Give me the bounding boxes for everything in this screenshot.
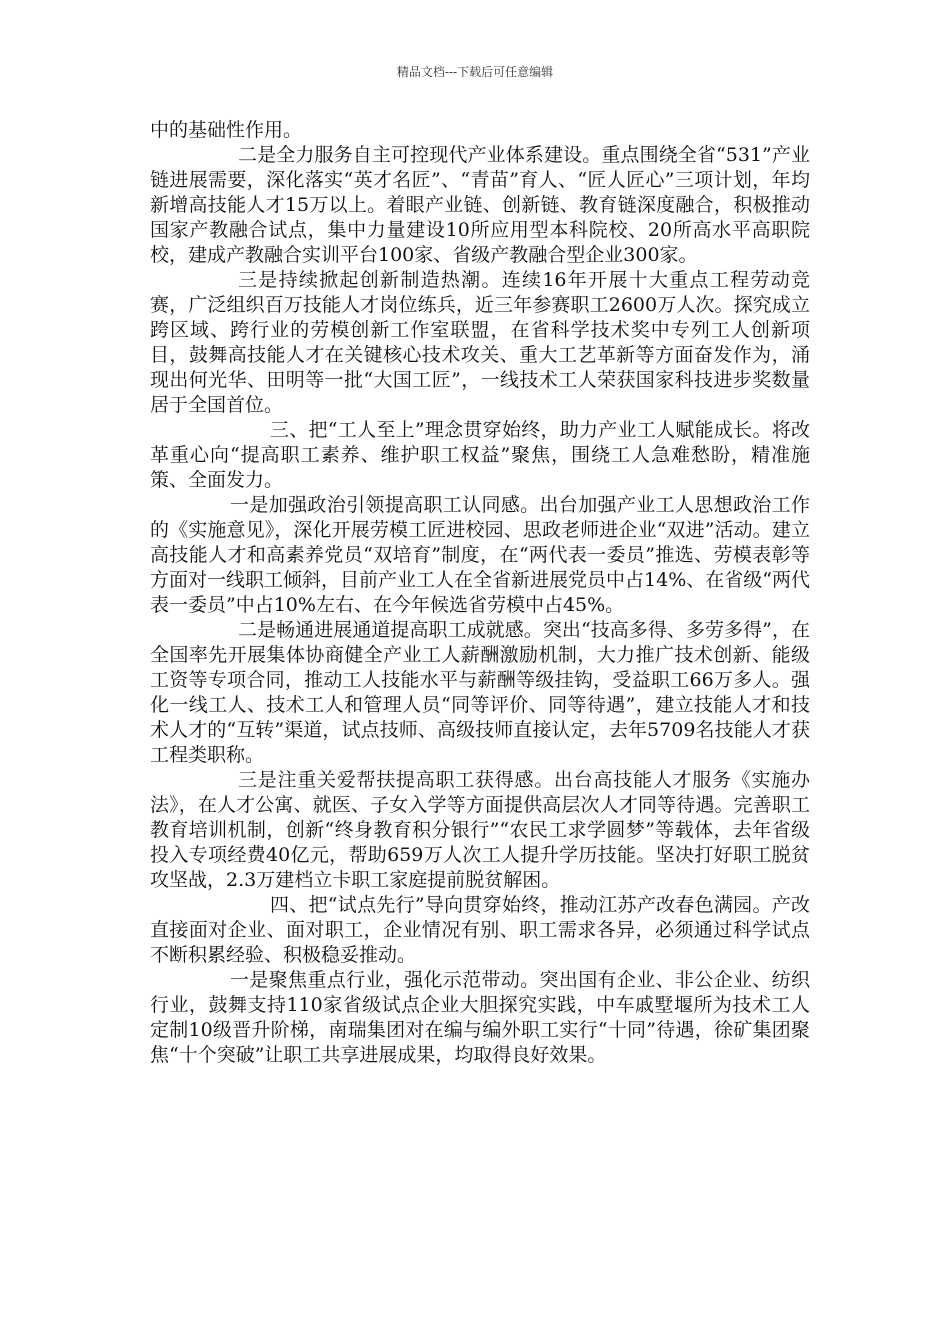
paragraph-career-channels: 二是畅通进展通道提高职工成就感。突出“技高多得、多劳多得”，在全国率先开展集体协商健全产业工人薪酬激励机制，大力推广技术创新、能级工资等专项合同，推动工人技能水平与薪酬等级挂钩，受益职工66万多人。强化一线工人、技术工人和管理人员“同等评价、同等待遇”，建立技能人才和技术人才的“互转”渠道，试点技师、高级技师直接认定，去年5709名技能人才获工程类职称。 — [150, 619, 810, 766]
paragraph-care-support: 三是注重关爱帮扶提高职工获得感。出台高技能人才服务《实施办法》，在人才公寓、就医、子女入学等方面提供高层次人才同等待遇。完善职工教育培训机制，创新“终身教育积分银行”“农民工求学圆梦”等载体，去年省级投入专项经费40亿元，帮助659万人次工人提升学历技能。坚决打好职工脱贫攻坚战，2.3万建档立卡职工家庭提前脱贫解困。 — [150, 769, 810, 891]
paragraph-continuation: 中的基础性作用。 — [150, 119, 303, 141]
paragraph-innovation: 三是持续掀起创新制造热潮。连续16年开展十大重点工程劳动竞赛，广泛组织百万技能人才岗位练兵，近三年参赛职工2600万人次。探究成立跨区域、跨行业的劳模创新工作室联盟，在省科学技术奖中专列工人创新项目，鼓舞高技能人才在关键核心技术攻关、重大工艺革新等方面奋发作为，涌现出何光华、田明等一批“大国工匠”，一线技术工人荣获国家科技进步奖数量居于全国首位。 — [150, 269, 810, 416]
section-heading-workers-first: 三、把“工人至上”理念贯穿始终，助力产业工人赋能成长。将改革重心向“提高职工素养、维护职工权益”聚焦，围绕工人急难愁盼，精准施策、全面发力。 — [150, 419, 810, 491]
paragraph-key-industries: 一是聚焦重点行业，强化示范带动。突出国有企业、非公企业、纺织行业，鼓舞支持110家省级试点企业大胆探究实践，中车戚墅堰所为技术工人定制10级晋升阶梯，南瑞集团对在编与编外职工实行“十同”待遇，徐矿集团聚焦“十个突破”让职工共享进展成果，均取得良好效果。 — [150, 969, 810, 1066]
paragraph-industry-system: 二是全力服务自主可控现代产业体系建设。重点围绕全省“531”产业链进展需要，深化落实“英才名匠”、“青苗”育人、“匠人匠心”三项计划，年均新增高技能人才15万以上。着眼产业链、创新链、教育链深度融合，积极推动国家产教融合试点，集中力量建设10所应用型本科院校、20所高水平高职院校，建成产教融合实训平台100家、省级产教融合型企业300家。 — [150, 144, 810, 266]
paragraph-political-guidance: 一是加强政治引领提高职工认同感。出台加强产业工人思想政治工作的《实施意见》，深化开展劳模工匠进校园、思政老师进企业“双进”活动。建立高技能人才和高素养党员“双培育”制度，在“两代表一委员”推选、劳模表彰等方面对一线职工倾斜，目前产业工人在全省新进展党员中占14%、在省级“两代表一委员”中占10%左右、在今年候选省劳模中占45%。 — [150, 494, 810, 616]
document-body — [150, 118, 810, 1068]
page-header: 精品文档---下载后可任意编辑 — [396, 65, 554, 79]
section-heading-pilot-first: 四、把“试点先行”导向贯穿始终，推动江苏产改春色满园。产改直接面对企业、面对职工，企业情况有别、职工需求各异，必须通过科学试点不断积累经验、积极稳妥推动。 — [150, 894, 810, 966]
